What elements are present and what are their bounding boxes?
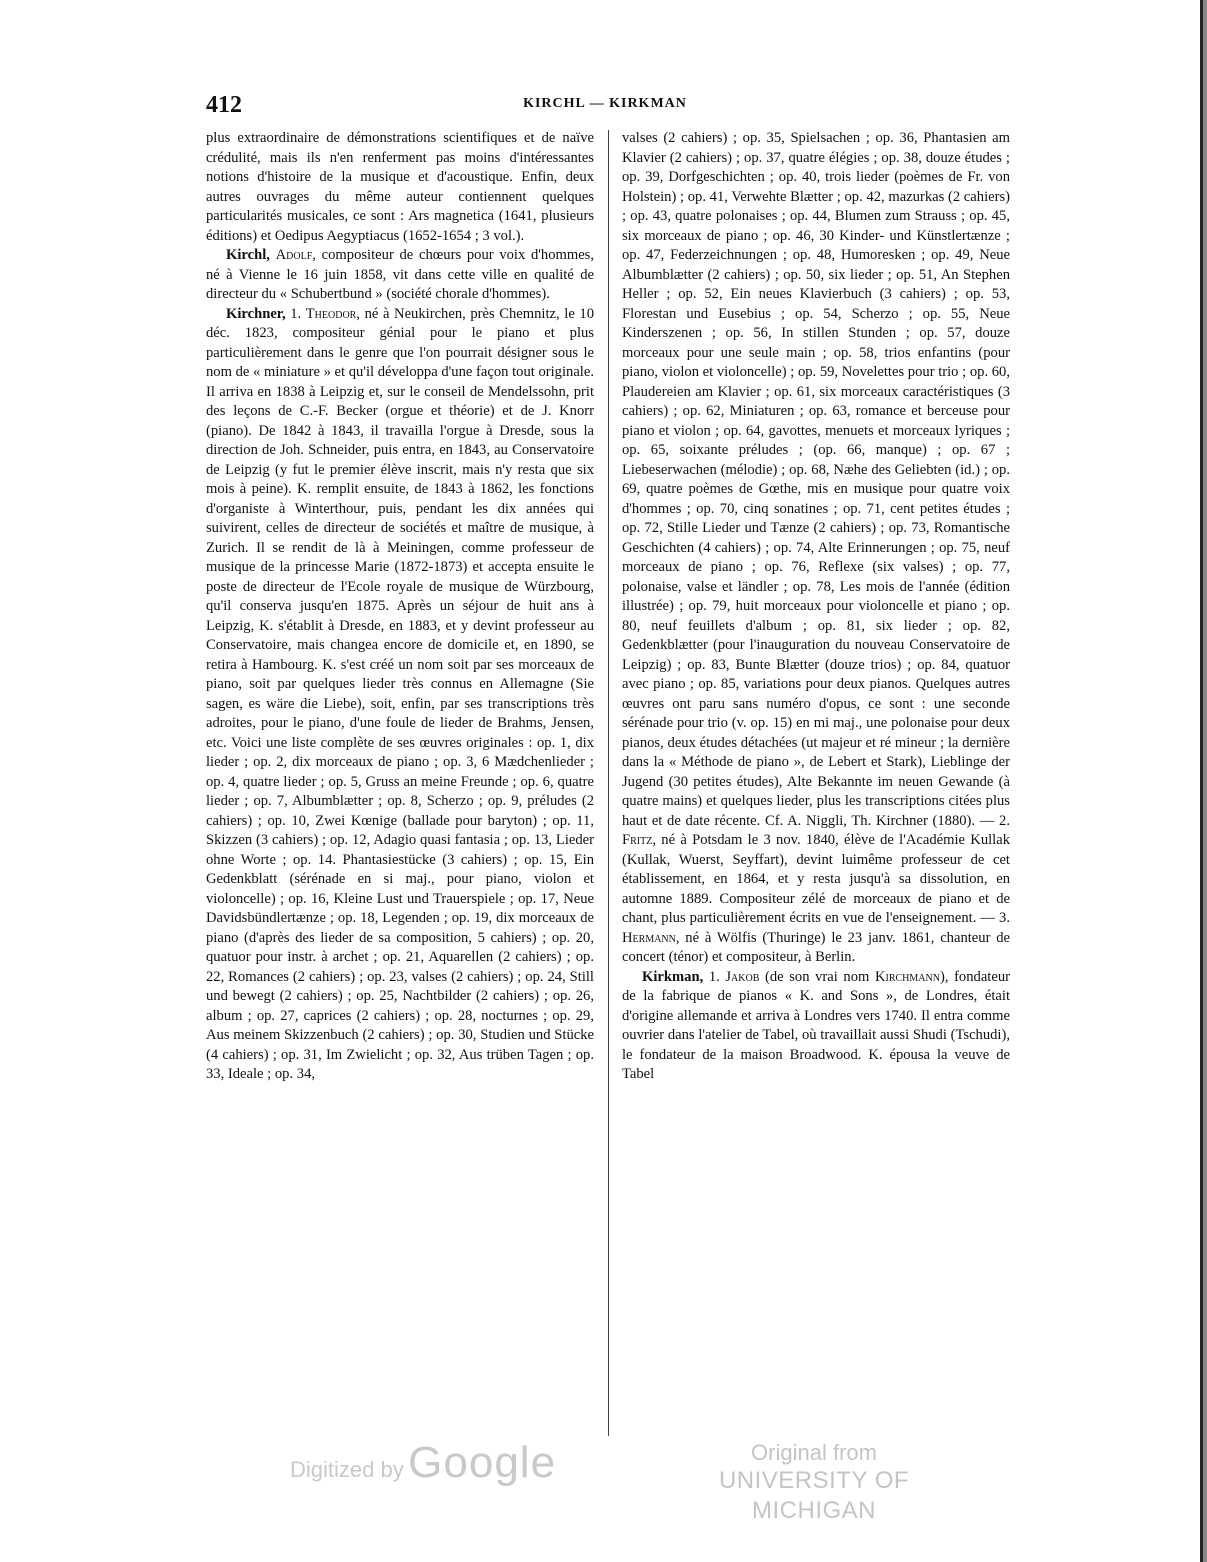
digitized-by-text: Digitized by (290, 1457, 404, 1482)
kirchner-works-text: valses (2 cahiers) ; op. 35, Spielsachen ; op. 36, Phantasien am Klavier (2 cahiers) ; op. 37, quatre élégies ; op. 38, douze études ; op. 39, Dorfgeschichten ; op. 40, trois lieder (poèmes de Fr. von Holstein) ; op. 41, Verwehte Blætter ; op. 42, mazurkas (2 cahiers) ; op. 43, quatre polonaises ; op. 44, Blumen zum Strauss ; op. 45, six morceaux de piano ; op. 46, 30 Kinder- und Künstlertænze ; op. 47, Federzeichnungen ; op. 48, Humoresken ; op. 49, Neue Albumblætter (2 cahiers) ; op. 50, six lieder ; op. 51, An Stephen Heller ; op. 52, Ein neues Klavierbuch (3 cahiers) ; op. 53, Florestan und Eusebius ; op. 54, Scherzo ; op. 55, Neue Kinderszenen ; op. 56, In stillen Stunden ; op. 57, douze morceaux pour une seule main ; op. 58, trios enfantins (pour piano, violon et violoncelle) ; op. 59, Novelettes pour trio ; op. 60, Plaudereien am Klavier ; op. 61, six morceaux caractéristiques (3 cahiers) ; op. 62, Miniaturen ; op. 63, romance et berceuse pour piano et violon ; op. 64, gavottes, menuets et morceaux lyriques ; op. 65, soixante préludes ; (op. 66, manque) ; op. 67 ; Liebeserwachen (mélodie) ; op. 68, Næhe des Geliebten (id.) ; op. 69, quatre poèmes de Gœthe, mis en musique pour quatre voix d'hommes ; op. 70, cinq sonatines ; op. 71, cent petites études ; op. 72, Stille Lieder und Tænze (2 cahiers) ; op. 73, Romantische Geschichten (4 cahiers) ; op. 74, Alte Erinnerungen ; op. 75, neuf morceaux de piano ; op. 76, Reflexe (six valses) ; op. 77, polonaise, valse et ländler ; op. 78, Les mois de l'année (édition illustrée) ; op. 79, huit morceaux pour violoncelle et piano ; op. 80, neuf feuillets d'album ; op. 81, six lieder ; op. 82, Gedenkblætter (pour l'inauguration du nouveau Conservatoire de Leipzig) ; op. 83, Bunte Blætter (douze trios) ; op. 84, quatuor avec piano ; op. 85, variations pour deux pianos. Quelques autres œuvres ont paru sans numéro d'opus, ce sont : une seconde sérénade pour trio (v. op. 15) en mi maj., une polonaise pour deux pianos, deux études détachées (ut majeur et ré mineur ; la dernière dans la « Méthode de piano », de Lebert et Stark), Lieblinge der Jugend (30 petites études), Alte Bekannte im neuen Gewande (à quatre mains) et quelques lieder, plus les transcriptions citées plus haut et de date récente. Cf. A. Niggli, Th. Kirchner (1880). — 2. (622, 130, 1010, 829)
given-name-fritz: Fritz, (622, 832, 656, 848)
running-head: KIRCHL — KIRKMAN (523, 96, 687, 111)
given-name-jakob: Jakob (725, 968, 760, 985)
kirchner-fritz-text: né à Potsdam le 3 nov. 1840, élève de l'Académie Kullak (Kullak, Wuerst, Seyffart), devint luimême professeur de cet établissement, en 1864, et y resta jusqu'à sa dissolution, en automne 1889. Compositeur zélé de morceaux de piano et de chant, plus particulièrement écrits en vue de l'enseignement. — 3. (622, 832, 1010, 926)
given-name-hermann: Hermann, (622, 929, 680, 946)
right-column (622, 129, 1010, 1439)
original-from-text: Original from (751, 1440, 877, 1465)
given-name-adolf: Adolf, (275, 247, 316, 263)
paragraph-kircher-continued: plus extraordinaire de démonstrations scientifiques et de naïve crédulité, mais ils n'en renferment pas moins d'intéressantes notions d'histoire de la musique et d'acoustique. Enfin, deux autres ouvrages du même auteur contiennent quelques particularités musicales, ce sont : Ars magnetica (1641, plusieurs éditions) et Oedipus Aegyptiacus (1652-1654 ; 3 vol.). (206, 130, 594, 244)
given-name-theodor: Theodor, (305, 305, 360, 322)
headword-kirchner: Kirchner, (226, 305, 286, 322)
paragraph-kirchner-continued (622, 129, 1010, 968)
entry-kirkman-text-a: (de son vrai nom (759, 968, 875, 985)
entry-kirchner-text: né à Neukirchen, près Chemnitz, le 10 déc. 1823, compositeur génial pour le piano et plus particulièrement dans le genre que l'on pourrait désigner sous le nom de « miniature » et qu'il développa d'une façon tout originale. Il arriva en 1838 à Leipzig et, sur le conseil de Mendelssohn, prit des leçons de C.-F. Becker (orgue et théorie) et de J. Knorr (piano). De 1842 à 1843, il travailla l'orgue à Dresde, sous la direction de Joh. Schneider, puis entra, en 1843, au Conservatoire de Leipzig (y fut le premier élève inscrit, mais n'y resta que six mois à peine). K. remplit ensuite, de 1843 à 1862, les fonctions d'organiste à Winterthour, puis, pendant les dix années qui suivirent, celles de directeur de sociétés et maître de musique, à Zurich. Il se rendit de là à Meiningen, comme professeur de musique de la princesse Marie (1872-1873) et accepta ensuite le poste de directeur de l'Ecole royale de musique de Würzbourg, qu'il conserva jusqu'en 1875. Après un séjour de huit ans à Leipzig, K. s'établit à Dresde, en 1883, et y devint professeur au Conservatoire, mais changea encore de domicile et, en 1890, se retira à Hambourg. K. s'est créé un nom soit par ses morceaux de piano, soit par quelques lieder très connus en Allemagne (Sie sagen, es wäre die Liebe), soit, enfin, par ses transcriptions très adroites, pour le piano, d'une foule de lieder de Brahms, Jensen, etc. Voici une liste complète de ses œuvres originales : op. 1, dix lieder ; op. 2, dix morceaux de piano ; op. 3, 6 Mædchenlieder ; op. 4, quatre lieder ; op. 5, Gruss an meine Freunde ; op. 6, quatre lieder ; op. 7, Albumblætter ; op. 8, Scherzo ; op. 9, préludes (2 cahiers) ; op. 10, Zwei Kœnige (ballade pour baryton) ; op. 11, Skizzen (3 cahiers) ; op. 12, Adagio quasi fantasia ; op. 13, Lieder ohne Worte ; op. 14. Phantasiestücke (3 cahiers) ; op. 15, Ein Gedenkblatt (sérénade en si maj., pour piano, violon et violoncelle) ; op. 16, Kleine Lust und Trauerspiele ; op. 17, Neue Davidsbündlertænze ; op. 18, Legenden ; op. 19, dix morceaux de piano (d'après des lieder de sa composition, 5 cahiers) ; op. 20, quatuor pour instr. à archet ; op. 21, Aquarellen (2 cahiers) ; op. 22, Romances (2 cahiers) ; op. 23, valses (2 cahiers) ; op. 24, Still und bewegt (2 cahiers) ; op. 25, Nachtbilder (2 cahiers) ; op. 26, album ; op. 27, caprices (2 cahiers) ; op. 28, nocturnes ; op. 29, Aus meinem Skizzenbuch (2 cahiers) ; op. 30, Studien und Stücke (4 cahiers) ; op. 31, Im Zwielicht ; op. 32, Aus trüben Tagen ; op. 33, Ideale ; op. 34, (206, 305, 594, 1082)
headword-kirkman: Kirkman, (642, 968, 704, 985)
entry-kirchl (206, 246, 594, 305)
page-number: 412 (206, 92, 242, 118)
digitized-by-google-watermark (290, 1438, 600, 1488)
headword-kirchl: Kirchl, (226, 247, 270, 263)
entry-kirchner (206, 305, 594, 1085)
entry-kirkman-text-b: ), fondateur de la fabrique de pianos « K. and Sons », de Londres, était d'origine allemande et arriva à Londres vers 1740. Il entra comme ouvrier dans l'atelier de Tabel, où travaillait aussi Shudi (Tschudi), le fondateur de la maison Broadwood. K. épousa la veuve de Tabel (622, 968, 1010, 1082)
google-logo-text: Google (408, 1438, 557, 1487)
entry-kirkman-number: 1. (703, 968, 726, 985)
real-name-kirchmann: Kirchmann (874, 968, 940, 985)
kirchner-hermann-text: né à Wölfis (Thuringe) le 23 janv. 1861, chanteur de concert (ténor) et compositeur, à Berlin. (622, 929, 1010, 965)
original-from-watermark (664, 1440, 964, 1526)
entry-kirchl-text: compositeur de chœurs pour voix d'hommes, né à Vienne le 16 juin 1858, vit dans cette ville en qualité de directeur du « Schubertbund » (société chorale d'hommes). (206, 247, 594, 302)
entry-kirkman (622, 968, 1010, 1085)
scan-edge-shadow (1203, 0, 1207, 1562)
left-column (206, 129, 594, 1439)
entry-kirchner-number: 1. (285, 305, 306, 322)
university-text: UNIVERSITY OF MICHIGAN (718, 1467, 910, 1524)
scan-edge-line (1200, 0, 1203, 1562)
column-divider (608, 130, 609, 1436)
